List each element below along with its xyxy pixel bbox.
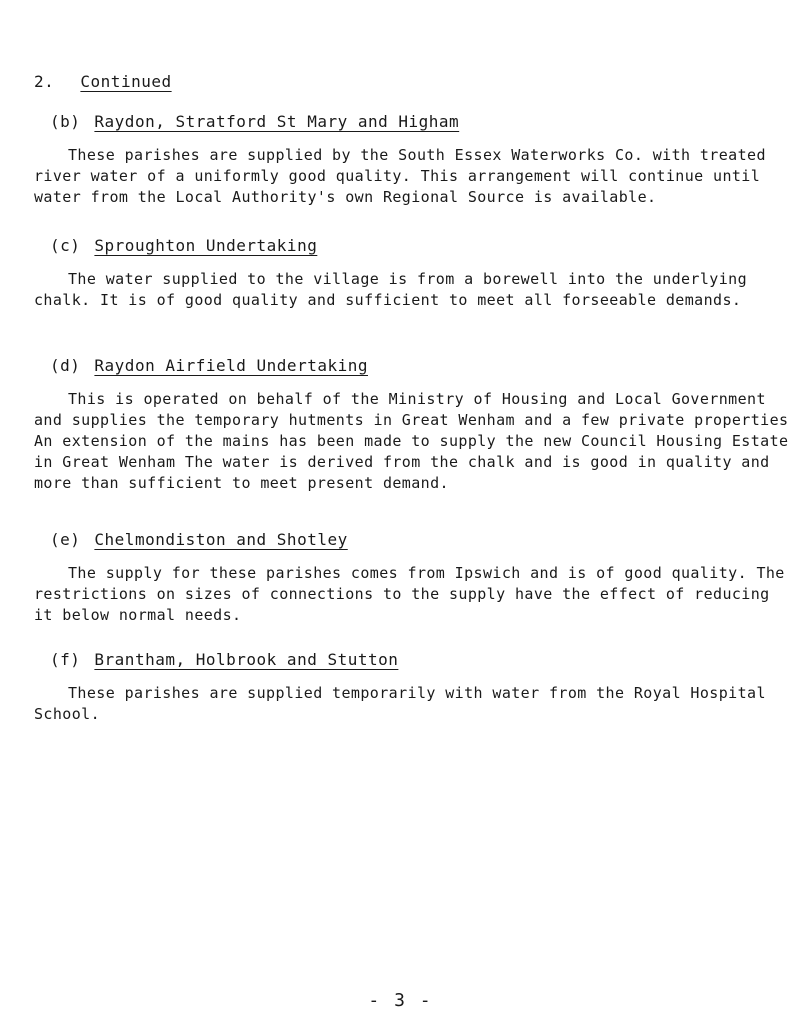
subsection-title: Raydon, Stratford St Mary and Higham	[94, 112, 460, 131]
subsection-label: (d)	[50, 356, 81, 375]
subsection-title: Raydon Airfield Undertaking	[94, 356, 368, 375]
section-number: 2.	[34, 72, 55, 91]
section-heading	[34, 72, 172, 91]
subsection-paragraph: The water supplied to the village is from a borewell into the underlying chalk. It is of good quality and sufficient to meet all forseeable demands.	[34, 270, 748, 309]
subsection-paragraph: These parishes are supplied temporarily with water from the Royal Hospital School.	[34, 684, 766, 723]
subsection-label: (b)	[50, 112, 81, 131]
subsection-title: Chelmondiston and Shotley	[94, 530, 348, 549]
page-number: - 3 -	[368, 990, 433, 1011]
subsection-c	[34, 236, 794, 311]
subsection-heading	[50, 530, 794, 549]
subsection-heading	[50, 112, 794, 131]
subsection-label: (f)	[50, 650, 81, 669]
subsection-heading	[50, 236, 794, 255]
subsection-label: (e)	[50, 530, 81, 549]
subsection-b	[34, 112, 794, 208]
subsection-title: Brantham, Holbrook and Stutton	[94, 650, 399, 669]
subsection-label: (c)	[50, 236, 81, 255]
subsection-d	[34, 356, 794, 494]
subsection-title: Sproughton Undertaking	[94, 236, 318, 255]
subsection-paragraph: These parishes are supplied by the South Essex Waterworks Co. with treated river water of a uniformly good quality. This arrangement will continue until water from the Local Authority's own Regional Source is available.	[34, 146, 766, 206]
section-title: Continued	[80, 72, 172, 91]
subsection-heading	[50, 650, 794, 669]
subsection-paragraph: This is operated on behalf of the Ministry of Housing and Local Government and supplies the temporary hutments in Great Wenham and a few private properties An extension of the mains has been made to supply the new Council Housing Estate in Great Wenham The water is derived from the chalk and is good in quality and more than sufficient to meet present demand.	[34, 390, 789, 492]
subsection-e	[34, 530, 794, 626]
subsection-f	[34, 650, 794, 725]
subsection-heading	[50, 356, 794, 375]
subsection-paragraph: The supply for these parishes comes from Ipswich and is of good quality. The restrictions on sizes of connections to the supply have the effect of reducing it below normal needs.	[34, 564, 785, 624]
